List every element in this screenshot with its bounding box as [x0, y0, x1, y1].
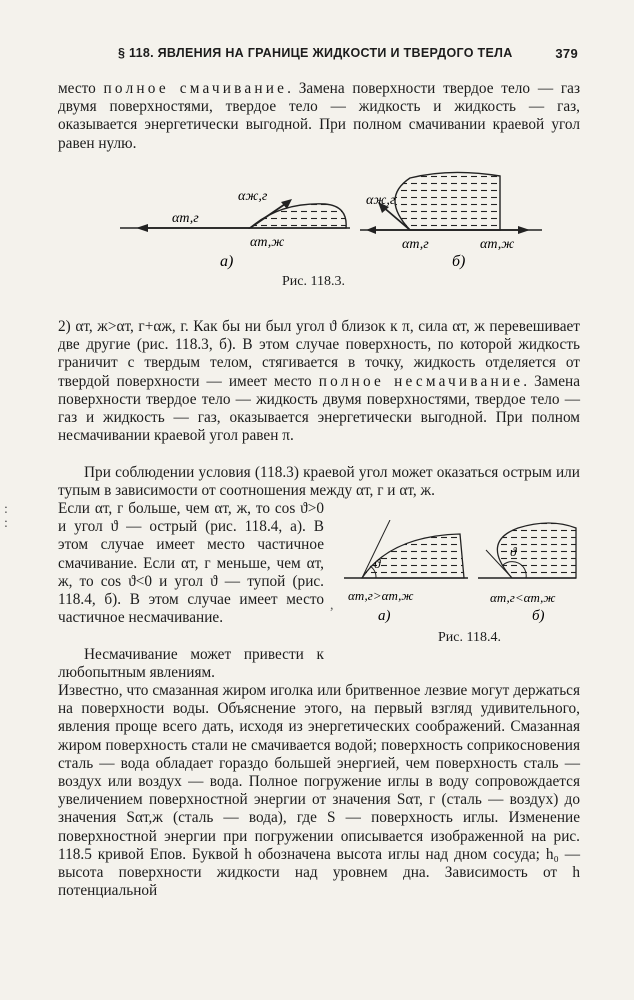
paragraph-4: Если αт, г больше, чем αт, ж, то cos ϑ>0 и угол ϑ — острый (рис. 118.4, а). В этом случае имеет место частичное смачивание. Если αт, г меньше, чем αт, ж, то cos ϑ<0 и угол ϑ — тупой (рис. 118.4, б). В этом случае имеет место частичное несмачивание. — [58, 500, 324, 627]
header-title: § 118. ЯВЛЕНИЯ НА ГРАНИЦЕ ЖИДКОСТИ И ТВЕРДОГО ТЕЛА — [118, 46, 513, 60]
p2-start: 2) α — [58, 318, 84, 335]
paragraph-3: При соблюдении условия (118.3) краевой угол может оказаться острым или тупым в зависимости от соотношения между αт, г и αт, ж. — [58, 464, 580, 500]
label-b-zhg: αж,г — [366, 193, 396, 208]
p2-condition: т, ж>αт, г+αж, г. — [83, 318, 189, 335]
paragraph-1 — [58, 80, 580, 153]
p2-end: . Замена поверхности твердое тело — жидкость двумя поверхностями, твердое тело — газ и жидкость — газ, оказывается энергетически выгодной. При полном несмачивании краевой угол равен π. — [58, 372, 580, 445]
label-4b: б) — [532, 608, 545, 624]
arrow-b-tg-head — [366, 226, 376, 234]
caption-118-4: Рис. 118.4. — [438, 630, 501, 645]
label-a: а) — [220, 253, 234, 270]
label-a-tg: αт,г — [172, 211, 199, 226]
label-b-tzh: αт,ж — [480, 237, 515, 252]
p2-rest: Как бы ни был угол ϑ близок к π, сила αт, ж перевешивает две другие (рис. 118.3, б). В этом случае поверхность, по которой жидкость граничит с твердым телом, стягивается в точку, жидкость отделяется от твердой поверхности — имеет место — [58, 318, 580, 390]
label-b: б) — [452, 253, 466, 270]
paragraph-6: Известно, что смазанная жиром иголка или бритвенное лезвие могут держаться на поверхности воды. Объяснение этого, на первый взгляд удивительного, явления проще всего дать, исходя из энергетических соображений. Смазанная жиром поверхность стали не смачивается водой; поверхность соприкосновения сталь — вода обладает гораздо большей энергией, чем поверхность сталь — воздух или воздух — вода. Полное погружение иглы в воду сопровождается увеличением поверхностной энергии от значения Sαт, г (сталь — воздух) до значения Sαт,ж (сталь — вода), где S — поверхность иглы. Изменение поверхностной энергии при погружении описывается изображенной на рис. 118.5 кривой Eпов. Буквой h обозначена высота иглы над дном сосуда; h₀ — высота поверхности жидкости над уровнем дна. Зависимость от h потенциальной — [58, 682, 580, 900]
caption-118-3: Рис. 118.3. — [282, 274, 345, 289]
p2-spaced-term: полное несмачивание — [318, 372, 524, 390]
liquid-drop-b — [395, 172, 500, 230]
arrow-tg-head — [136, 224, 148, 232]
angle-label-4b: ϑ — [510, 544, 517, 559]
cond-4a: αт,г>αт,ж — [348, 588, 414, 603]
page-number: 379 — [555, 46, 578, 61]
paragraph-2 — [58, 318, 580, 445]
cond-4b: αт,г<αт,ж — [490, 590, 556, 605]
figure-118-3b — [360, 172, 542, 270]
p1-spaced-term: полное смачивание — [103, 80, 288, 97]
margin-mark-1: : — [4, 502, 8, 517]
figure-118-4 — [340, 520, 580, 630]
liquid-drop — [250, 204, 346, 228]
figure-118-3 — [110, 166, 550, 276]
label-4a: а) — [378, 608, 391, 624]
label-b-tg: αт,г — [402, 237, 429, 252]
paragraph-5: Несмачивание может привести к любопытным явлениям. — [58, 646, 324, 682]
p1-rest: . Замена поверхности твердое тело — газ двумя поверхностями, твердое тело — жидкость и жидкость — газ, оказывается энергетически выгодной. При полном смачивании краевой угол равен нулю. — [58, 80, 580, 152]
angle-label-4a: ϑ — [374, 556, 381, 571]
running-header — [118, 46, 578, 60]
margin-mark-3: , — [330, 598, 334, 613]
margin-mark-2: : — [4, 516, 8, 531]
figure-118-4a — [344, 520, 468, 624]
arrow-b-tzh-head — [518, 226, 530, 234]
figure-118-3a — [120, 189, 350, 270]
label-a-zhg: αж,г — [238, 189, 268, 204]
label-a-tzh: αт,ж — [250, 235, 285, 250]
figure-118-4b — [478, 523, 576, 624]
p1-start: место — [58, 80, 104, 97]
